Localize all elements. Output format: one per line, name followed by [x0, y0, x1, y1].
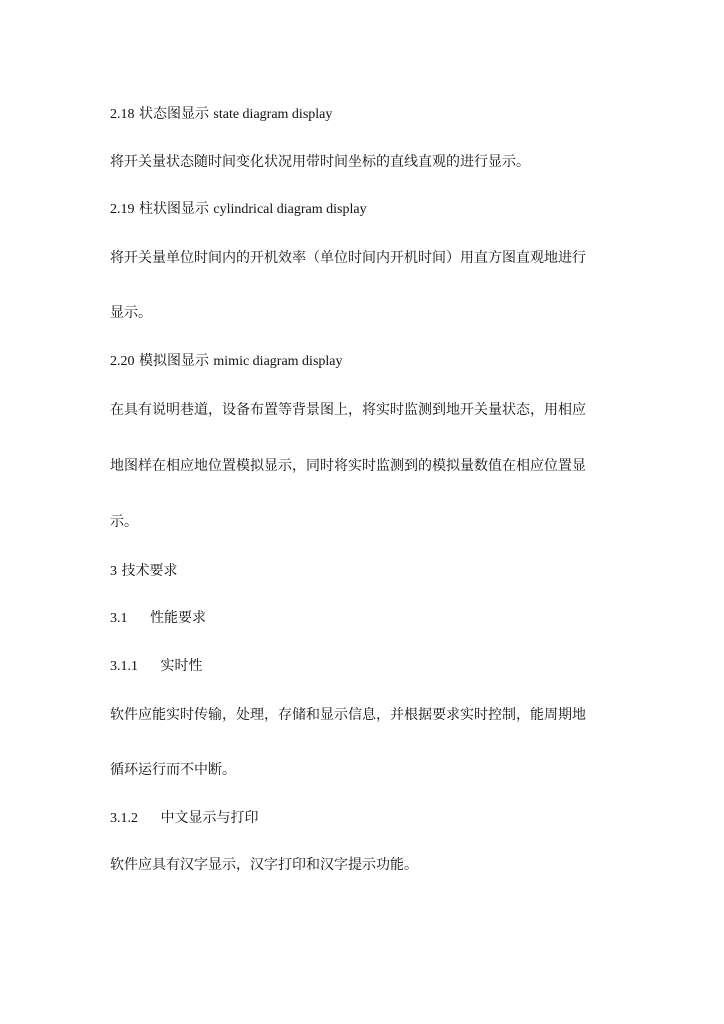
heading-2-18: [110, 104, 630, 125]
section-title-zh: 中文显示与打印: [160, 810, 259, 826]
paragraph-line: 将开关量状态随时间变化状况用带时间坐标的直线直观的进行显示。: [110, 154, 530, 170]
section-title-zh: 技术要求: [121, 563, 178, 579]
section-title-zh: 模拟图显示: [138, 353, 209, 369]
section-number: 2.20: [110, 354, 135, 369]
section-number: 3.1: [110, 611, 128, 626]
section-title-en: mimic diagram display: [213, 354, 343, 369]
heading-2-20: [110, 351, 630, 372]
paragraph-line: 循环运行而不中断。: [110, 762, 236, 778]
paragraph-line: 显示。: [110, 305, 152, 321]
section-title-en: state diagram display: [213, 107, 333, 122]
heading-3-1-2: [110, 808, 630, 829]
heading-2-19: [110, 199, 630, 220]
section-number: 2.18: [110, 107, 135, 122]
paragraph-line: 在具有说明巷道，设备布置等背景图上，将实时监测到地开关量状态，用相应: [110, 402, 586, 418]
section-number: 3: [110, 564, 117, 579]
paragraph-line: 示。: [110, 514, 138, 530]
section-number: 3.1.2: [110, 811, 138, 826]
heading-3-1-1: [110, 656, 630, 677]
section-title-en: cylindrical diagram display: [213, 202, 367, 217]
section-title-zh: 柱状图显示: [138, 201, 209, 217]
section-number: 2.19: [110, 202, 135, 217]
section-title-zh: 性能要求: [149, 610, 206, 626]
paragraph-line: 软件应能实时传输，处理，存储和显示信息，并根据要求实时控制，能周期地: [110, 707, 586, 723]
heading-3-1: [110, 608, 630, 629]
section-title-zh: 状态图显示: [138, 106, 209, 122]
paragraph-line: 地图样在相应地位置模拟显示，同时将实时监测到的模拟量数值在相应位置显: [110, 458, 586, 474]
section-title-zh: 实时性: [160, 658, 203, 674]
section-number: 3.1.1: [110, 659, 138, 674]
paragraph-line: 软件应具有汉字显示，汉字打印和汉字提示功能。: [110, 857, 418, 873]
heading-3: [110, 561, 630, 582]
paragraph-line: 将开关量单位时间内的开机效率（单位时间内开机时间）用直方图直观地进行: [110, 250, 586, 266]
